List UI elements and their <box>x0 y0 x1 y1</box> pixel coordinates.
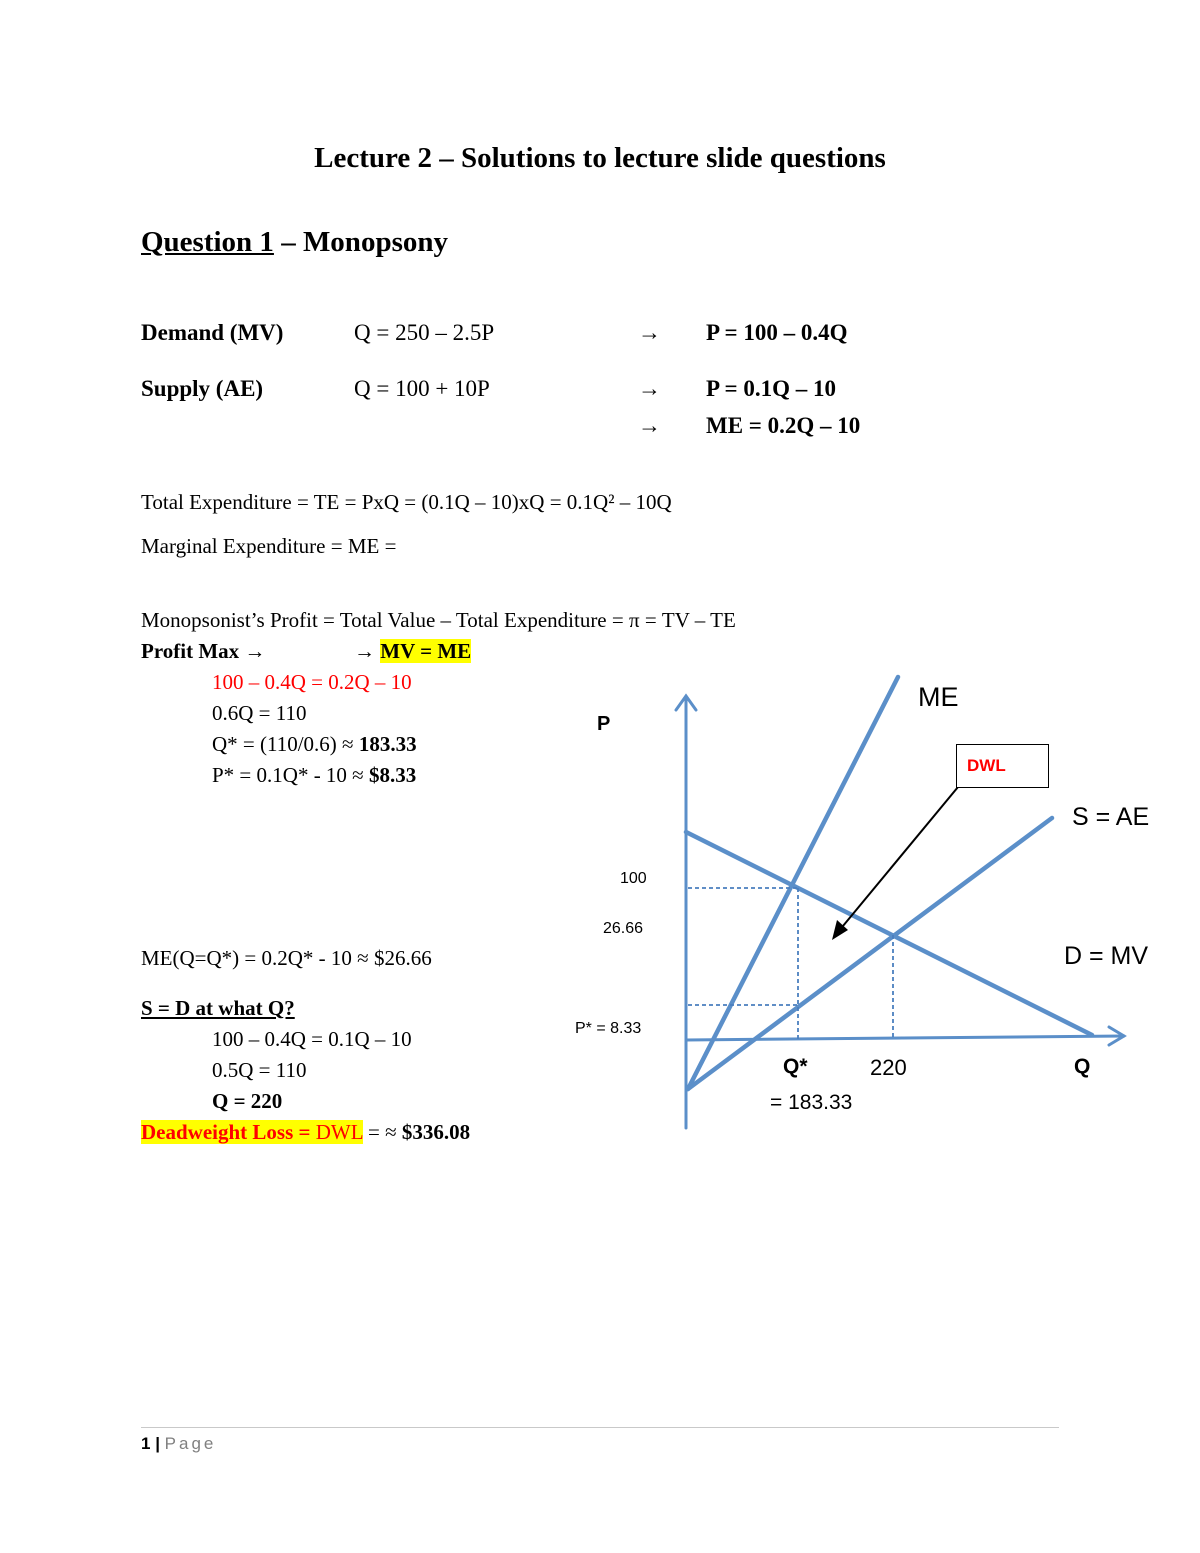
axis-label-q: Q <box>1074 1055 1091 1078</box>
page-number: 1 <box>141 1434 151 1453</box>
arrow-icon: → <box>354 639 375 663</box>
marginal-expenditure-line: Marginal Expenditure = ME = <box>141 534 397 558</box>
profit-definition: Monopsonist’s Profit = Total Value – Total Expenditure = π = TV – TE <box>141 608 736 632</box>
page-footer <box>141 1434 216 1454</box>
me-eq: ME = 0.2Q – 10 <box>706 413 861 438</box>
sd-step-1: 100 – 0.4Q = 0.1Q – 10 <box>212 1027 412 1051</box>
profit-max-label: Profit Max → <box>141 639 266 663</box>
sd-heading: S = D at what Q? <box>141 996 295 1020</box>
mv-me-highlight: MV = ME <box>380 639 472 663</box>
profit-max-step-2: 0.6Q = 110 <box>212 701 307 725</box>
profit-max-step-1: 100 – 0.4Q = 0.2Q – 10 <box>212 670 412 694</box>
demand-p-eq: P = 100 – 0.4Q <box>706 320 848 345</box>
p-star-expr: P* = 0.1Q* - 10 ≈ <box>212 763 369 787</box>
demand-label: Demand (MV) <box>141 320 284 345</box>
sd-step-2: 0.5Q = 110 <box>212 1058 307 1082</box>
demand-q-eq: Q = 250 – 2.5P <box>354 320 495 345</box>
dwl-mid: = ≈ <box>362 1120 402 1144</box>
arrow-icon: → <box>638 376 661 401</box>
tick-p-star: P* = 8.33 <box>575 1020 642 1037</box>
total-expenditure-line: Total Expenditure = TE = PxQ = (0.1Q – 10)xQ = 0.1Q² – 10Q <box>141 490 672 514</box>
dwl-callout-text: DWL <box>967 756 1006 775</box>
q-star-tick: Q* <box>783 1055 808 1078</box>
supply-curve-label: S = AE <box>1072 803 1150 831</box>
q-star-expr: Q* = (110/0.6) ≈ <box>212 732 359 756</box>
arrow-icon: → <box>638 413 661 438</box>
page-title: Lecture 2 – Solutions to lecture slide questions <box>314 142 886 174</box>
q-star-tick-value: = 183.33 <box>770 1091 853 1114</box>
footer-divider <box>141 1427 1059 1428</box>
demand-curve-label: D = MV <box>1064 942 1149 970</box>
q-220-tick: 220 <box>870 1055 907 1080</box>
dwl-abbrev: DWL <box>315 1120 363 1144</box>
dwl-callout-box <box>956 744 1049 788</box>
dwl-label-text: Deadweight Loss = <box>141 1120 316 1144</box>
question-topic: – Monopsony <box>273 226 448 258</box>
supply-label: Supply (AE) <box>141 376 264 401</box>
p-star-value: $8.33 <box>368 763 417 787</box>
arrow-icon: → <box>638 320 661 345</box>
footer-separator: | <box>150 1434 165 1453</box>
page-word: Page <box>164 1434 217 1453</box>
tick-100: 100 <box>620 870 647 887</box>
me-curve-label: ME <box>918 682 959 712</box>
dwl-value: $336.08 <box>401 1120 471 1144</box>
q-star-value: 183.33 <box>358 732 417 756</box>
supply-p-eq: P = 0.1Q – 10 <box>706 376 837 401</box>
dwl-pointer <box>838 787 958 932</box>
supply-q-eq: Q = 100 + 10P <box>354 376 490 401</box>
question-number: Question 1 <box>141 226 274 258</box>
axis-label-p: P <box>597 713 611 735</box>
sd-step-3: Q = 220 <box>212 1089 283 1113</box>
me-at-q-star: ME(Q=Q*) = 0.2Q* - 10 ≈ $26.66 <box>141 946 432 970</box>
tick-26-66: 26.66 <box>603 920 644 937</box>
